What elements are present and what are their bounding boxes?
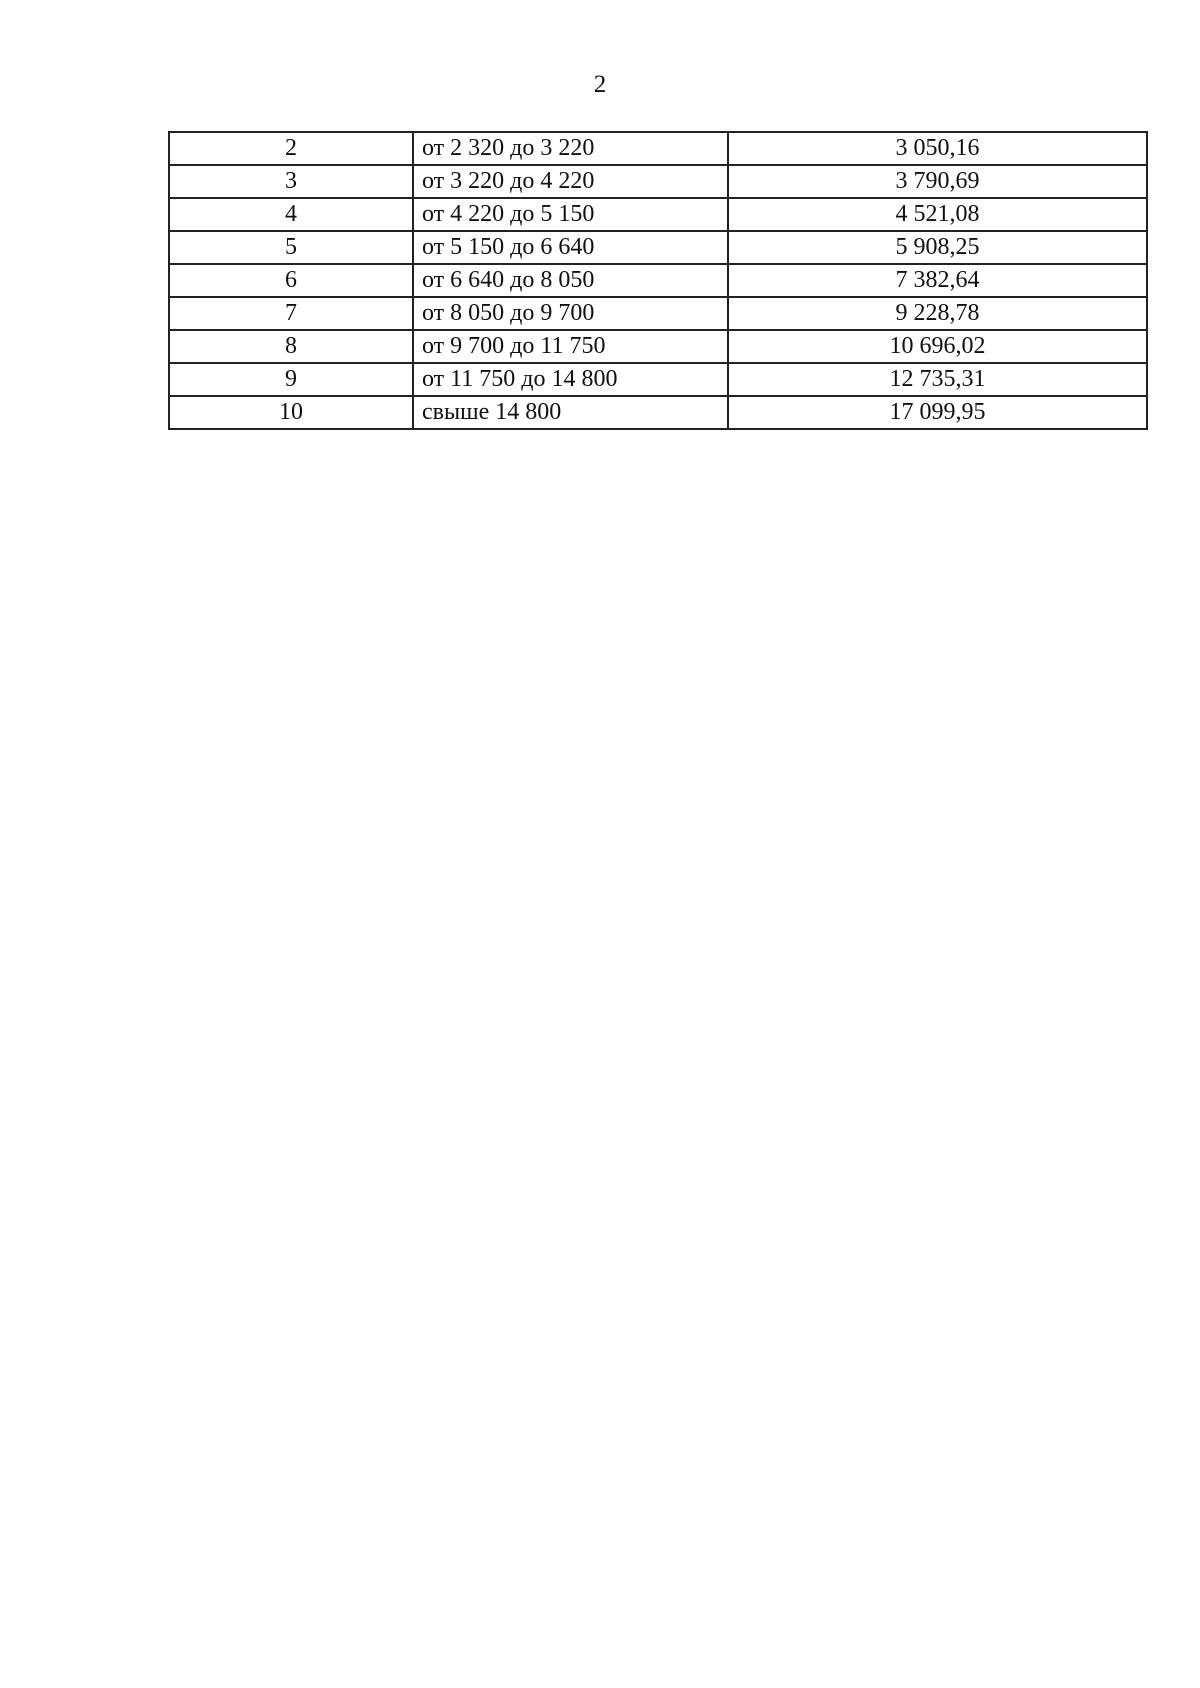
range-cell: от 5 150 до 6 640 (413, 231, 728, 264)
table-row (169, 396, 1147, 429)
range-cell: свыше 14 800 (413, 396, 728, 429)
value-cell: 12 735,31 (728, 363, 1147, 396)
range-cell: от 11 750 до 14 800 (413, 363, 728, 396)
row-number-cell: 2 (169, 132, 413, 165)
range-cell: от 8 050 до 9 700 (413, 297, 728, 330)
value-cell: 7 382,64 (728, 264, 1147, 297)
table-row (169, 330, 1147, 363)
value-cell: 10 696,02 (728, 330, 1147, 363)
range-cell: от 4 220 до 5 150 (413, 198, 728, 231)
value-cell: 3 790,69 (728, 165, 1147, 198)
value-cell: 9 228,78 (728, 297, 1147, 330)
table-row (169, 165, 1147, 198)
row-number-cell: 7 (169, 297, 413, 330)
row-number-cell: 8 (169, 330, 413, 363)
value-cell: 17 099,95 (728, 396, 1147, 429)
table-row (169, 132, 1147, 165)
range-cell: от 3 220 до 4 220 (413, 165, 728, 198)
value-cell: 4 521,08 (728, 198, 1147, 231)
page-number: 2 (593, 71, 607, 98)
range-cell: от 6 640 до 8 050 (413, 264, 728, 297)
tariff-table (168, 131, 1148, 430)
table-row (169, 363, 1147, 396)
table-row (169, 198, 1147, 231)
value-cell: 5 908,25 (728, 231, 1147, 264)
row-number-cell: 9 (169, 363, 413, 396)
table-row (169, 264, 1147, 297)
tariff-table-container (168, 131, 1146, 430)
range-cell: от 9 700 до 11 750 (413, 330, 728, 363)
table-row (169, 297, 1147, 330)
row-number-cell: 10 (169, 396, 413, 429)
row-number-cell: 4 (169, 198, 413, 231)
range-cell: от 2 320 до 3 220 (413, 132, 728, 165)
row-number-cell: 5 (169, 231, 413, 264)
row-number-cell: 6 (169, 264, 413, 297)
value-cell: 3 050,16 (728, 132, 1147, 165)
table-row (169, 231, 1147, 264)
row-number-cell: 3 (169, 165, 413, 198)
